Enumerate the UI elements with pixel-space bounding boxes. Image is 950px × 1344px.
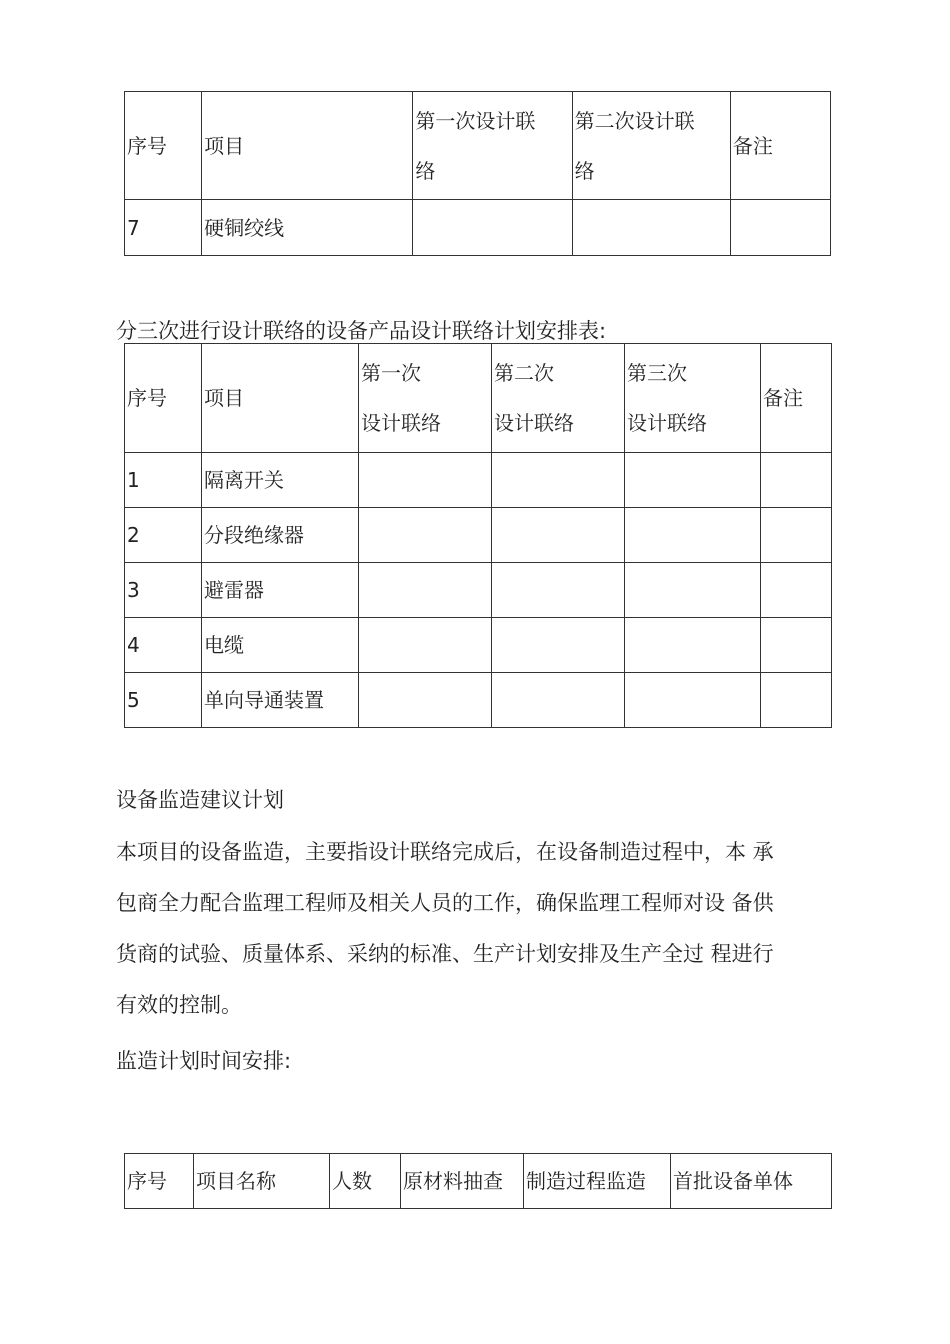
header-process-supervision: 制造过程监造 (524, 1154, 671, 1209)
cell-remarks (730, 200, 830, 256)
cell-remarks (761, 453, 832, 508)
header-index: 序号 (125, 92, 202, 200)
supervision-schedule-table (124, 1153, 832, 1209)
section-heading: 设备监造建议计划 (116, 788, 284, 812)
cell-remarks (761, 618, 832, 673)
cell-first-liaison (359, 563, 492, 618)
header-second-liaison: 第二次 设计联络 (492, 344, 625, 453)
header-remarks: 备注 (761, 344, 832, 453)
paragraph-line: 有效的控制。 (116, 993, 242, 1017)
design-liaison-table-three-rounds (124, 343, 832, 728)
cell-remarks (761, 563, 832, 618)
cell-second-liaison (492, 508, 625, 563)
table2-caption: 分三次进行设计联络的设备产品设计联络计划安排表: (116, 319, 607, 343)
cell-index: 1 (125, 453, 202, 508)
cell-index: 7 (125, 200, 202, 256)
cell-index: 3 (125, 563, 202, 618)
cell-second-liaison (492, 673, 625, 728)
table-row (125, 200, 831, 256)
header-material-check: 原材料抽查 (401, 1154, 524, 1209)
cell-index: 2 (125, 508, 202, 563)
header-third-liaison: 第三次 设计联络 (625, 344, 761, 453)
cell-first-liaison (359, 453, 492, 508)
cell-second-liaison (492, 563, 625, 618)
cell-item: 单向导通装置 (202, 673, 359, 728)
cell-second-liaison (572, 200, 730, 256)
header-project-name: 项目名称 (194, 1154, 330, 1209)
cell-first-liaison (359, 673, 492, 728)
cell-first-liaison (359, 508, 492, 563)
header-second-liaison: 第二次设计联 络 (572, 92, 730, 200)
table-row (125, 563, 832, 618)
table-row (125, 508, 832, 563)
paragraph-line: 本项目的设备监造，主要指设计联络完成后，在设备制造过程中，本 承 (116, 840, 774, 864)
table-header-row (125, 1154, 832, 1209)
table-row (125, 673, 832, 728)
header-item: 项目 (202, 92, 413, 200)
cell-third-liaison (625, 508, 761, 563)
cell-first-liaison (413, 200, 572, 256)
header-first-liaison: 第一次 设计联络 (359, 344, 492, 453)
cell-third-liaison (625, 563, 761, 618)
header-item: 项目 (202, 344, 359, 453)
design-liaison-table-two-rounds (124, 91, 831, 256)
schedule-label: 监造计划时间安排: (116, 1049, 292, 1073)
body-paragraph (116, 827, 846, 1031)
table-row (125, 618, 832, 673)
cell-remarks (761, 673, 832, 728)
cell-index: 4 (125, 618, 202, 673)
header-first-liaison: 第一次设计联 络 (413, 92, 572, 200)
table-header-row (125, 92, 831, 200)
header-first-batch-unit: 首批设备单体 (671, 1154, 832, 1209)
cell-first-liaison (359, 618, 492, 673)
cell-second-liaison (492, 618, 625, 673)
table-row (125, 453, 832, 508)
cell-item: 硬铜绞线 (202, 200, 413, 256)
header-index: 序号 (125, 1154, 194, 1209)
cell-index: 5 (125, 673, 202, 728)
cell-third-liaison (625, 453, 761, 508)
cell-third-liaison (625, 673, 761, 728)
header-headcount: 人数 (330, 1154, 401, 1209)
cell-remarks (761, 508, 832, 563)
cell-second-liaison (492, 453, 625, 508)
cell-item: 避雷器 (202, 563, 359, 618)
paragraph-line: 包商全力配合监理工程师及相关人员的工作，确保监理工程师对设 备供 (116, 891, 774, 915)
table-header-row (125, 344, 832, 453)
cell-item: 分段绝缘器 (202, 508, 359, 563)
cell-item: 电缆 (202, 618, 359, 673)
header-index: 序号 (125, 344, 202, 453)
cell-item: 隔离开关 (202, 453, 359, 508)
paragraph-line: 货商的试验、质量体系、采纳的标准、生产计划安排及生产全过 程进行 (116, 942, 774, 966)
cell-third-liaison (625, 618, 761, 673)
header-remarks: 备注 (730, 92, 830, 200)
